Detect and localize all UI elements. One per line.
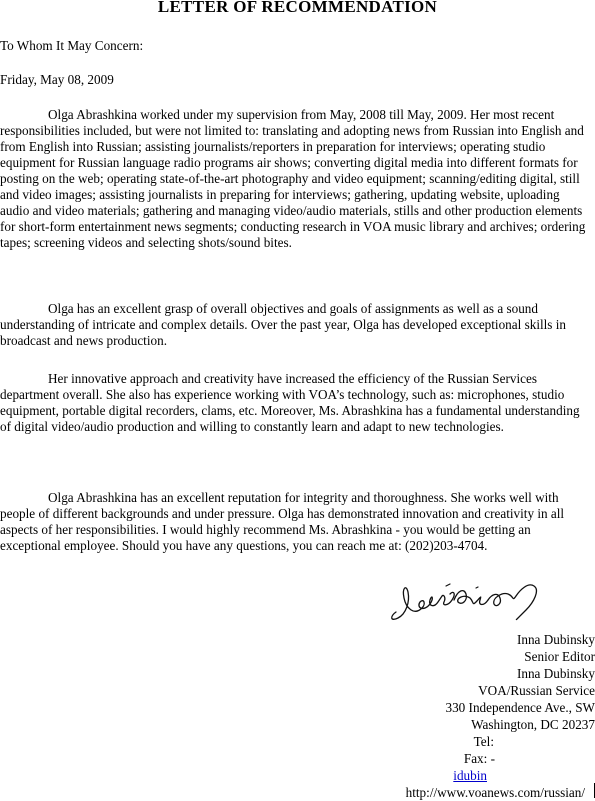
signer-fax: Fax: - [463,751,495,766]
signature-block [295,631,595,801]
signer-organization: VOA/Russian Service [478,683,595,698]
greeting: To Whom It May Concern: [0,38,144,53]
paragraph-skills: Olga has an excellent grasp of overall objectives and goals of assignments as well as a sound understanding of intricate and complex details. Over the past year, Olga has developed exceptional skills in broadcast and news production. [0,301,566,348]
signer-city: Washington, DC 20237 [471,717,595,732]
signer-name-repeat: Inna Dubinsky [516,666,595,681]
signer-tel: Tel: [473,734,494,749]
signer-address: 330 Independence Ave., SW [445,700,595,715]
email-link-row [295,767,595,784]
letter-title: LETTER OF RECOMMENDATION [157,0,438,16]
website-url[interactable]: http://www.voanews.com/russian/ [405,785,585,800]
signer-position: Senior Editor [524,649,595,664]
email-link[interactable]: idubin [453,768,487,783]
signer-name: Inna Dubinsky [516,632,595,647]
handwritten-signature [388,572,548,628]
paragraph-recommendation: Olga Abrashkina has an excellent reputation for integrity and thoroughness. She works well with people of different backgrounds and under pressure. Olga has demonstrated innovation and creativity in all aspects of her responsibilities. I would highly recommend Ms. Abrashkina - you would be getting an exceptional employee. Should you have any questions, you can reach me at: (202)203-4704. [0,490,565,553]
paragraph-innovation: Her innovative approach and creativity have increased the efficiency of the Russian Services department overall. She also has experience working with VOA’s technology, such as: microphones, studio equipment, portable digital recorders, clams, etc. Moreover, Ms. Abrashkina has a fundamental understanding of digital video/audio production and willing to constantly learn and adapt to new technologies. [0,371,580,434]
letter-date: Friday, May 08, 2009 [0,72,114,87]
paragraph-responsibilities: Olga Abrashkina worked under my supervision from May, 2008 till May, 2009. Her most recent responsibilities included, but were not limited to: translating and adopting news from Russian into English and from English into Russian; assisting journalists/reporters in preparation for interviews; operating studio equipment for Russian language radio programs air shows; converting digital media into different formats for posting on the web; operating state-of-the-art photography and video equipment; scanning/editing digital, still and video images; assisting journalists in preparing for interviews; gathering, updating website, uploading audio and video materials; gathering and managing video/audio materials, stills and other production elements for short-form entertainment news segments; conducting research in VOA music library and archives; ordering tapes; screening videos and selecting shots/sound bites. [0,107,586,250]
